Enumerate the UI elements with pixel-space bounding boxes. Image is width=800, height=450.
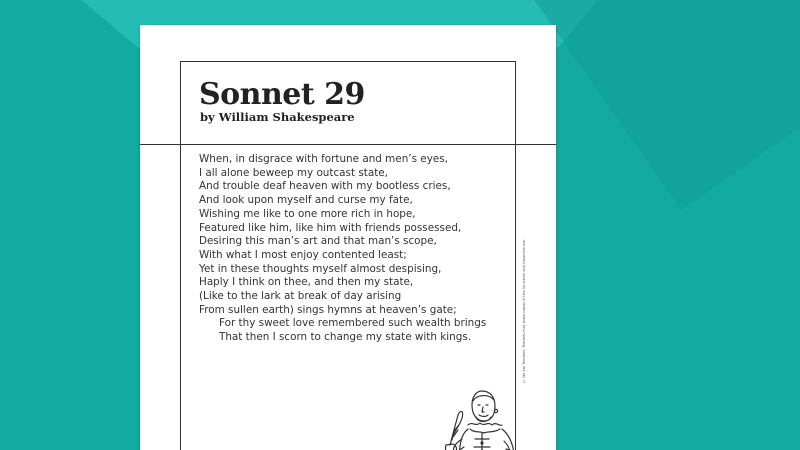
poem-line: Featured like him, like him with friends possessed, bbox=[199, 221, 462, 234]
poem-line: (Like to the lark at break of day arising bbox=[199, 290, 402, 303]
poem-line: From sullen earth) sings hymns at heaven’s gate; bbox=[199, 303, 457, 316]
poem-line: And look upon myself and curse my fate, bbox=[199, 194, 413, 207]
poem-line: Wishing me like to one more rich in hope, bbox=[199, 207, 416, 220]
poem-author: by William Shakespeare bbox=[200, 110, 355, 124]
poem-line: With what I most enjoy contented least; bbox=[199, 248, 407, 261]
poem-body bbox=[199, 153, 529, 345]
poem-line: Yet in these thoughts myself almost despising, bbox=[199, 262, 442, 275]
poem-line: That then I scorn to change my state with kings. bbox=[219, 331, 472, 344]
poem-line: And trouble deaf heaven with my bootless cries, bbox=[199, 180, 451, 193]
poem-line: Desiring this man’s art and that man’s scope, bbox=[199, 235, 437, 248]
printable-page bbox=[140, 25, 556, 450]
poem-line: For thy sweet love remembered such wealth brings bbox=[219, 317, 487, 330]
poem-line: When, in disgrace with fortune and men’s eyes, bbox=[199, 153, 448, 165]
poem-title: Sonnet 29 bbox=[199, 77, 365, 112]
poem-line: Haply I think on thee, and then my state, bbox=[199, 276, 414, 289]
copyright-notice: © We Are Teachers. Teachers may make copies of this for school and classroom use. bbox=[522, 238, 526, 383]
shakespeare-illustration bbox=[432, 385, 532, 450]
header-divider bbox=[140, 144, 556, 145]
poem-line: I all alone beweep my outcast state, bbox=[199, 166, 388, 179]
